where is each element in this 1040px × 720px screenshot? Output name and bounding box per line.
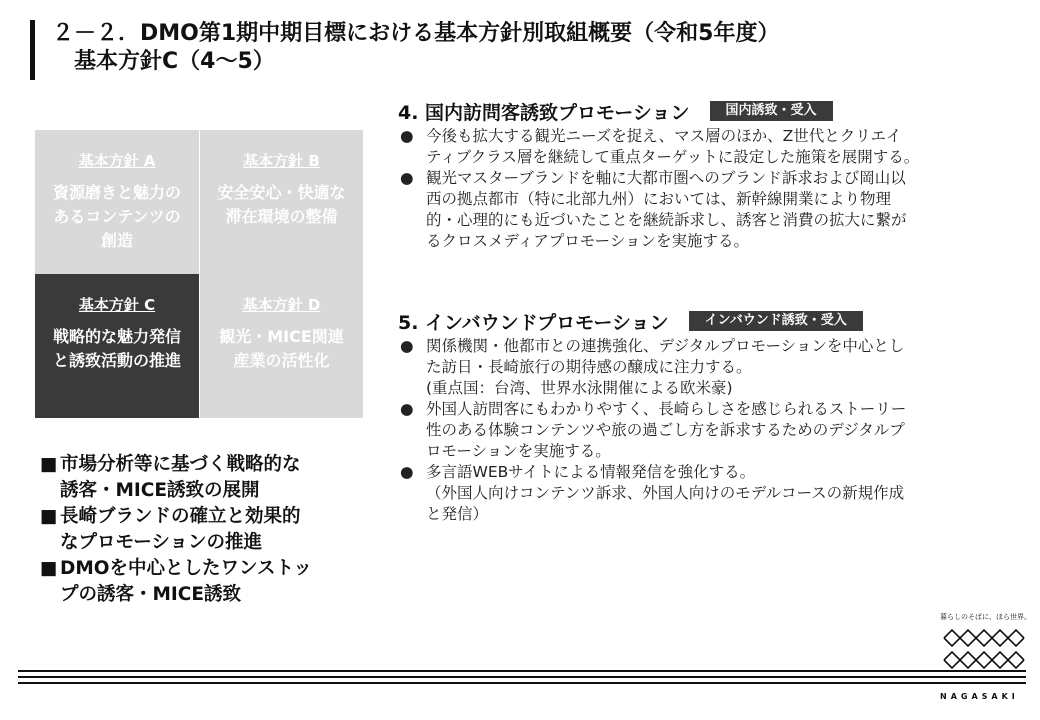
- footer-rule-bottom: [18, 682, 1026, 684]
- title-accent-bar: [30, 20, 35, 80]
- section-header: [398, 98, 1028, 124]
- bullet-text: 今後も拡大する観光ニーズを捉え、マス層のほか、Z世代とクリエイ ティブクラス層を継続して重点ターゲットに設定した施策を展開する。: [426, 127, 920, 166]
- list-item-text: 長崎ブランドの確立と効果的 なプロモーションの推進: [60, 506, 301, 553]
- list-item: [398, 399, 1028, 462]
- policy-b-desc: 安全安心・快適な 滞在環境の整備: [217, 183, 346, 226]
- policy-d-cell: [199, 274, 363, 418]
- section-badge: インバウンド誘致・受入: [689, 311, 863, 331]
- policy-c-cell: [35, 274, 199, 418]
- section-badge: 国内誘致・受入: [710, 101, 833, 121]
- section-header: [398, 308, 1028, 334]
- square-bullet-icon: ■: [40, 454, 58, 475]
- bullet-dot-icon: ●: [400, 127, 414, 145]
- section-inbound-promotion: [398, 308, 1028, 525]
- policy-a-cell: [35, 130, 199, 274]
- page-title-line2: 基本方針C（4～5）: [74, 49, 275, 74]
- bullet-text: 観光マスターブランドを軸に大都市圏へのブランド訴求および岡山以 西の拠点都市（特に北部九州）においては、新幹線開業により物理 的・心理的にも近づいたことを継続訴求し、誘客と消費の拡大に繋が るクロスメディアプロモーションを実施する。: [426, 169, 907, 250]
- bullet-text: 関係機関・他都市との連携強化、デジタルプロモーションを中心とし た訪日・長崎旅行の期待感の醸成に注力する。 (重点国：台湾、世界水泳開催による欧米豪): [426, 337, 905, 397]
- policy-a-desc: 資源磨きと魅力の あるコンテンツの 創造: [52, 183, 181, 250]
- policy-c-focus-list: [40, 452, 360, 608]
- bullet-dot-icon: ●: [400, 169, 414, 187]
- bullet-text: 多言語WEBサイトによる情報発信を強化する。 （外国人向けコンテンツ訴求、外国人向けのモデルコースの新規作成 と発信）: [426, 463, 905, 523]
- square-bullet-icon: ■: [40, 506, 58, 527]
- list-item-text: 市場分析等に基づく戦略的な 誘客・MICE誘致の展開: [60, 454, 301, 501]
- section-title: 4. 国内訪問客誘致プロモーション: [398, 101, 690, 124]
- logo-tagline: 暮らしのそばに、ほら世界。: [940, 613, 1031, 621]
- section-bullets: [398, 126, 1028, 252]
- section-domestic-promotion: [398, 98, 1028, 252]
- list-item: [398, 336, 1028, 399]
- policy-d-desc: 観光・MICE関連 産業の活性化: [219, 327, 344, 370]
- bullet-dot-icon: ●: [400, 337, 414, 355]
- policy-a-label: 基本方針 A: [78, 152, 156, 170]
- list-item: [398, 168, 1028, 252]
- square-bullet-icon: ■: [40, 558, 58, 579]
- lattice-logo-icon: [942, 626, 1026, 676]
- list-item: [398, 126, 1028, 168]
- list-item: [398, 462, 1028, 525]
- policy-c-desc: 戦略的な魅力発信 と誘致活動の推進: [52, 327, 181, 370]
- list-item: [40, 504, 360, 556]
- list-item-text: DMOを中心としたワンストッ プの誘客・MICE誘致: [60, 558, 312, 605]
- section-title: 5. インバウンドプロモーション: [398, 311, 669, 334]
- policy-b-cell: [199, 130, 363, 274]
- footer-rule-middle: [18, 676, 1026, 678]
- policy-c-label: 基本方針 C: [78, 296, 156, 314]
- list-item: [40, 452, 360, 504]
- page-title-line1: ２－２．DMO第1期中期目標における基本方針別取組概要（令和5年度）: [52, 21, 780, 46]
- bullet-dot-icon: ●: [400, 463, 414, 481]
- logo-name: NAGASAKI: [940, 692, 1019, 701]
- policy-d-label: 基本方針 D: [242, 296, 321, 314]
- section-bullets: [398, 336, 1028, 525]
- bullet-dot-icon: ●: [400, 400, 414, 418]
- policy-matrix: [35, 130, 363, 418]
- list-item: [40, 556, 360, 608]
- footer-rule-top: [18, 670, 1026, 672]
- page-title: [52, 20, 779, 76]
- bullet-text: 外国人訪問客にもわかりやすく、長崎らしさを感じられるストーリー 性のある体験コンテンツや旅の過ごし方を訴求するためのデジタルプ ロモーションを実施する。: [426, 400, 907, 460]
- policy-b-label: 基本方針 B: [243, 152, 320, 170]
- nagasaki-logo: [940, 612, 1031, 702]
